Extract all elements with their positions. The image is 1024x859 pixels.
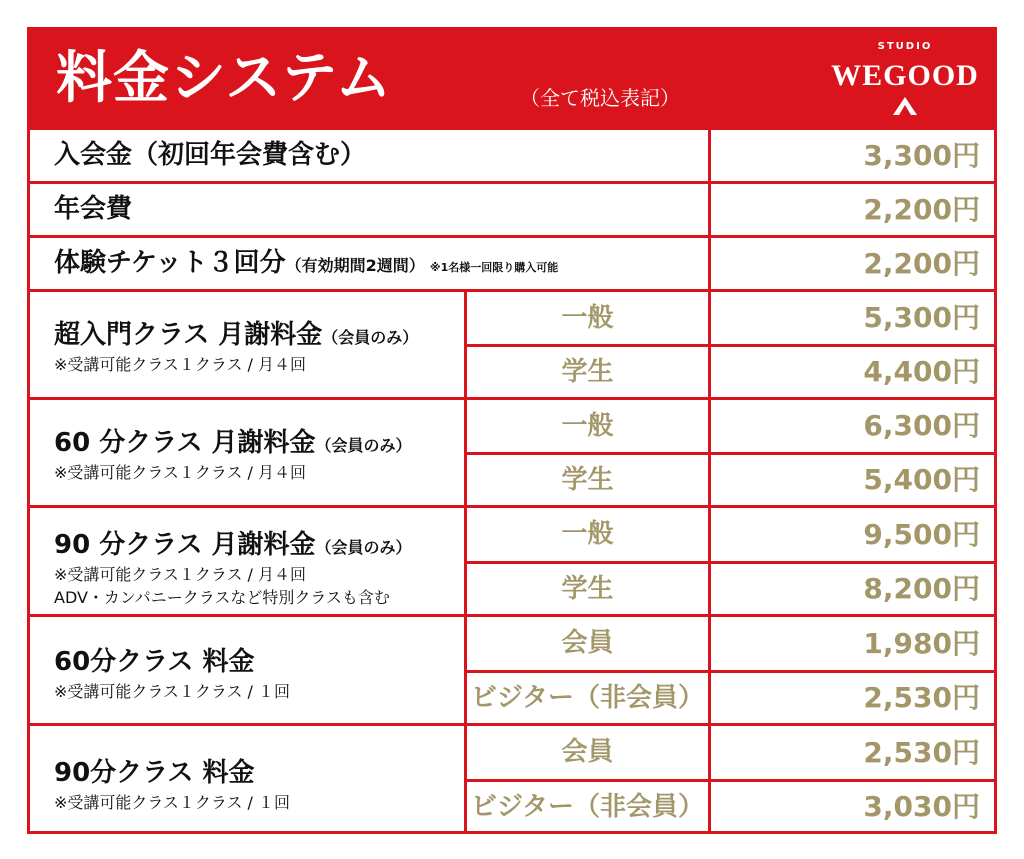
price-table <box>30 130 994 831</box>
class-note: ※受講可能クラス１クラス / 月４回 <box>54 355 307 374</box>
fee-label-suffix: （有効期間2週間） <box>285 256 425 275</box>
class-title-text: 90 分クラス 月謝料金 <box>54 530 316 560</box>
header-banner <box>30 30 994 130</box>
rate-price: 1,980円 <box>708 617 994 670</box>
class-title <box>54 641 290 678</box>
fee-row-annual <box>30 181 994 235</box>
rate-type: 会員 <box>464 726 708 779</box>
rate-row <box>464 400 994 452</box>
fee-label-cell <box>30 238 558 289</box>
class-label-cell <box>30 400 412 505</box>
class-label-cell <box>30 726 290 831</box>
class-note: ※受講可能クラス１クラス / 月４回 <box>54 565 307 584</box>
class-title-text: 超入門クラス 月謝料金 <box>54 320 323 350</box>
rate-type: 一般 <box>464 400 708 452</box>
logo-mark-icon <box>892 96 918 116</box>
rate-type: 学生 <box>464 347 708 397</box>
class-note: ADV・カンパニークラスなど特別クラスも含む <box>54 588 390 607</box>
rate-type: ビジター（非会員） <box>464 673 708 723</box>
class-title <box>54 752 290 789</box>
fee-label-note: ※1名様一回限り購入可能 <box>429 261 559 274</box>
fee-price: 2,200円 <box>708 184 994 235</box>
class-label-cell <box>30 617 290 723</box>
rate-type: 会員 <box>464 617 708 670</box>
rate-price: 4,400円 <box>708 347 994 397</box>
fee-row-trial <box>30 235 994 289</box>
rate-row <box>464 508 994 561</box>
rate-price: 6,300円 <box>708 400 994 452</box>
class-title-text: 60 分クラス 月謝料金 <box>54 428 316 458</box>
rate-type: 一般 <box>464 508 708 561</box>
class-group-90-monthly <box>30 505 994 614</box>
class-title-suffix: （会員のみ） <box>315 538 412 557</box>
logo-studio-text: STUDIO <box>877 41 933 52</box>
fee-row-entry <box>30 130 994 184</box>
tax-note: （全て税込表記） <box>520 86 680 110</box>
fee-price: 2,200円 <box>708 238 994 289</box>
fee-label-cell <box>30 184 132 235</box>
rate-type: 学生 <box>464 455 708 505</box>
rate-price: 8,200円 <box>708 564 994 614</box>
rate-type: 学生 <box>464 564 708 614</box>
class-title-text: 90分クラス 料金 <box>54 758 255 788</box>
fee-label: 体験チケット３回分 <box>54 248 286 278</box>
class-title <box>54 422 412 459</box>
rate-price: 5,300円 <box>708 292 994 344</box>
class-label-cell <box>30 508 412 614</box>
class-note: ※受講可能クラス１クラス / １回 <box>54 793 291 812</box>
fee-label-cell <box>30 130 366 184</box>
rate-row <box>464 726 994 779</box>
rate-price: 2,530円 <box>708 673 994 723</box>
class-label-cell <box>30 292 418 397</box>
class-group-60-single <box>30 614 994 723</box>
class-title <box>54 524 412 561</box>
class-group-beginner <box>30 289 994 397</box>
class-group-90-single <box>30 723 994 831</box>
class-note: ※受講可能クラス１クラス / 月４回 <box>54 463 307 482</box>
class-note: ※受講可能クラス１クラス / １回 <box>54 682 291 701</box>
rate-row <box>464 452 994 505</box>
rate-row <box>464 344 994 397</box>
rate-row <box>464 779 994 831</box>
rate-row <box>464 617 994 670</box>
rate-row <box>464 561 994 614</box>
rate-price: 5,400円 <box>708 455 994 505</box>
class-title-text: 60分クラス 料金 <box>54 647 255 677</box>
rate-row <box>464 670 994 723</box>
rate-row <box>464 292 994 344</box>
rate-price: 3,030円 <box>708 782 994 831</box>
class-title <box>54 314 418 351</box>
logo-brand-text: WEGOOD <box>831 59 979 92</box>
rate-price: 9,500円 <box>708 508 994 561</box>
rate-type: 一般 <box>464 292 708 344</box>
price-sheet <box>27 27 997 834</box>
class-group-60-monthly <box>30 397 994 505</box>
studio-logo <box>830 38 980 126</box>
fee-price: 3,300円 <box>708 130 994 184</box>
rate-price: 2,530円 <box>708 726 994 779</box>
fee-label: 年会費 <box>54 194 133 224</box>
rate-type: ビジター（非会員） <box>464 782 708 831</box>
class-title-suffix: （会員のみ） <box>315 436 412 455</box>
page-title: 料金システム <box>56 46 393 111</box>
class-title-suffix: （会員のみ） <box>322 328 419 347</box>
fee-label: 入会金（初回年会費含む） <box>54 140 367 170</box>
